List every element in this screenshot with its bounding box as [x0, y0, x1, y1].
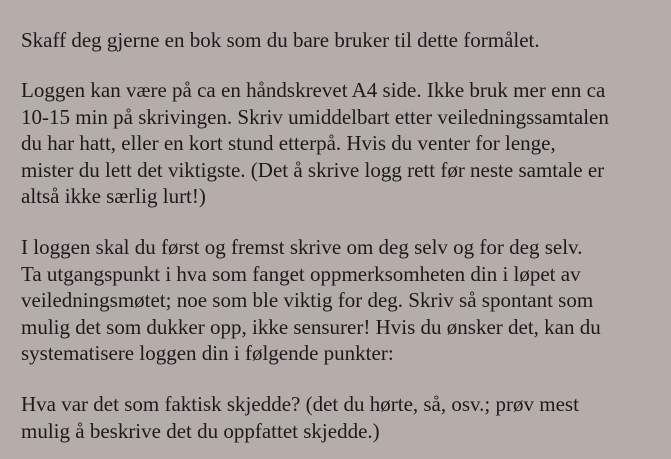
- text-line: Ta utgangspunkt i hva som fanget oppmerksomheten din i løpet av: [21, 261, 581, 286]
- paragraph-what-happened: [21, 391, 579, 444]
- text-line: 10-15 min på skrivingen. Skriv umiddelbart etter veiledningssamtalen: [21, 104, 609, 129]
- text-line: systematisere loggen din i følgende punkter:: [21, 341, 394, 365]
- text-line: veiledningsmøtet; noe som ble viktig for deg. Skriv så spontant som: [21, 288, 594, 312]
- text-line: Loggen kan være på ca en håndskrevet A4 side. Ikke bruk mer enn ca: [21, 78, 606, 102]
- text-line: mister du lett det viktigste. (Det å skrive logg rett før neste samtale er: [21, 157, 605, 182]
- text-line: mulig det som dukker opp, ikke sensurer! Hvis du ønsker det, kan du: [21, 314, 601, 339]
- paragraph-notebook: [21, 27, 540, 54]
- paragraph-log-content: [21, 234, 601, 367]
- paragraph-log-length: [21, 77, 609, 210]
- text-line: Skaff deg gjerne en bok som du bare bruker til dette formålet.: [21, 28, 540, 52]
- text-line: mulig å beskrive det du oppfattet skjedde.): [21, 418, 380, 443]
- text-line: altså ikke særlig lurt!): [21, 184, 206, 208]
- text-line: Hva var det som faktisk skjedde? (det du hørte, så, osv.; prøv mest: [21, 392, 579, 416]
- text-line: du har hatt, eller en kort stund etterpå. Hvis du venter for lenge,: [21, 131, 556, 155]
- text-line: I loggen skal du først og fremst skrive om deg selv og for deg selv.: [21, 235, 583, 259]
